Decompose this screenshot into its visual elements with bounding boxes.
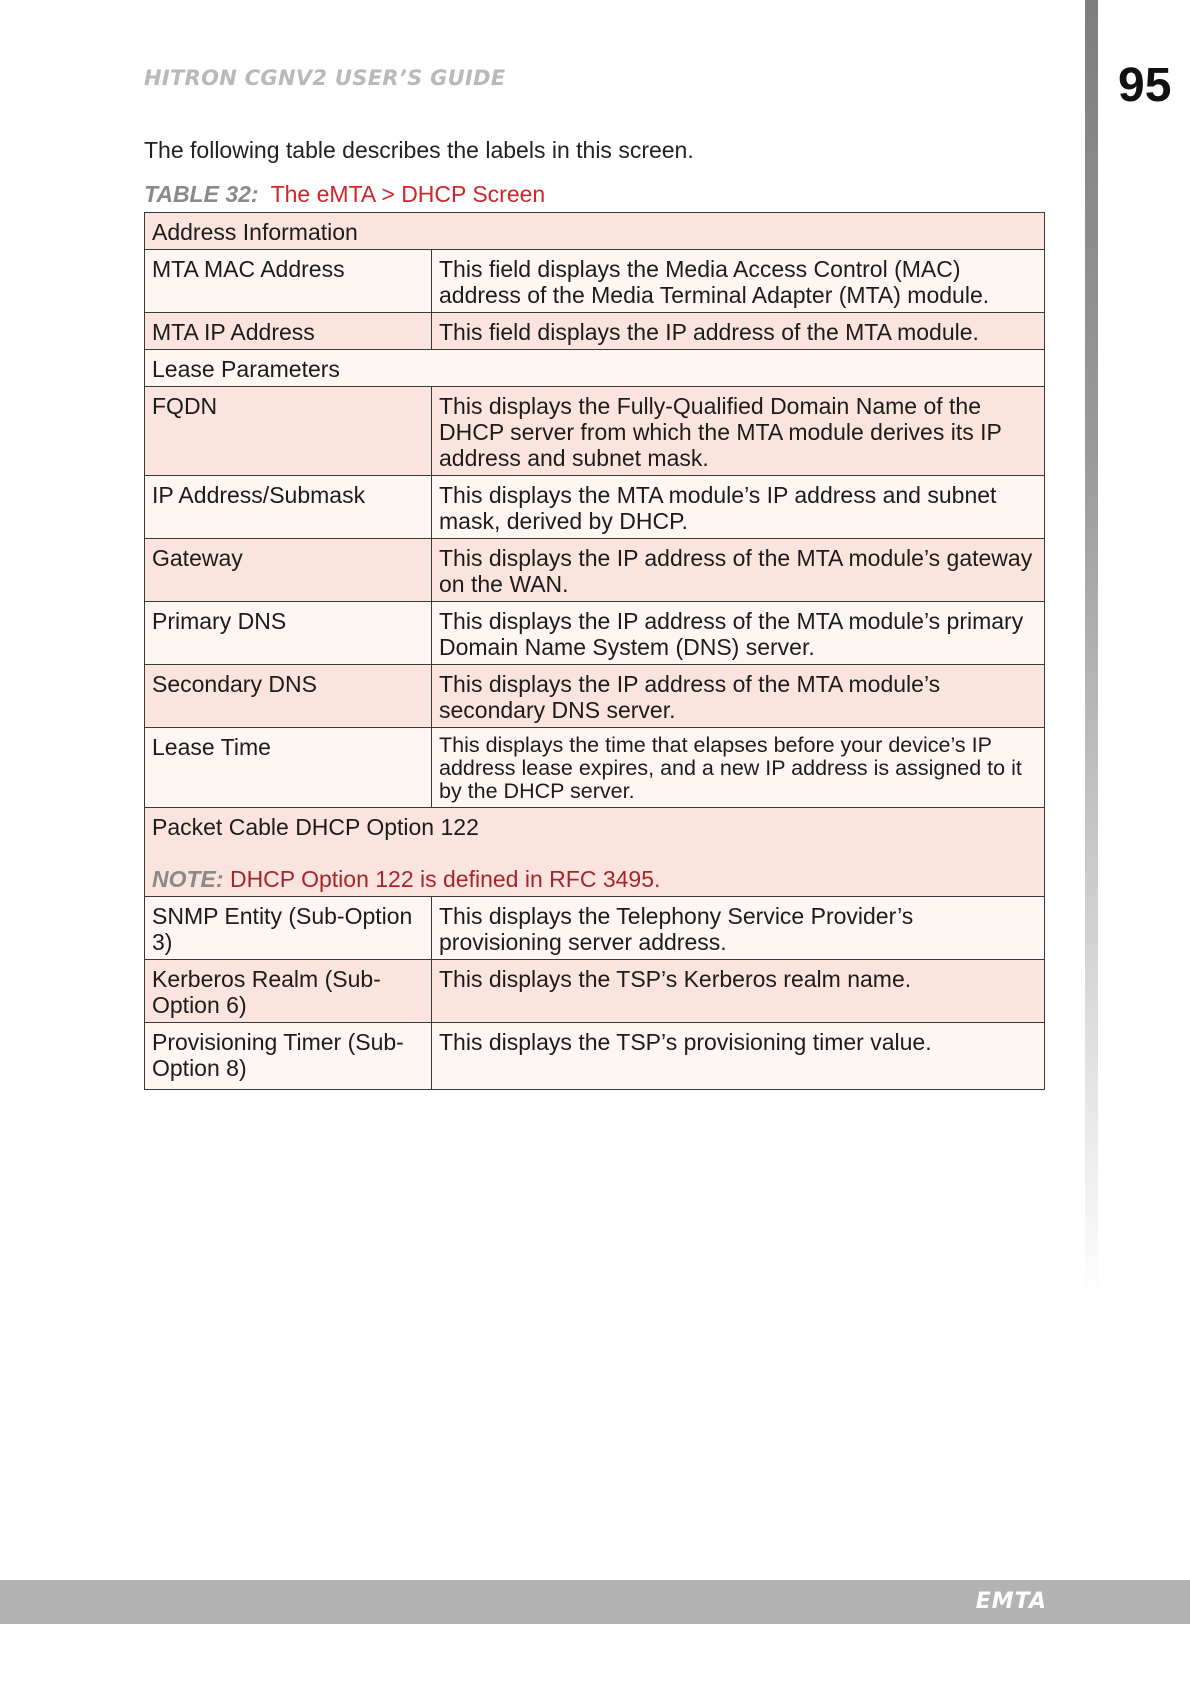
table-row [145, 665, 1045, 728]
table-caption-label: TABLE 32: [144, 181, 259, 207]
intro-paragraph: The following table describes the labels in this screen. [144, 137, 694, 163]
table-caption [144, 181, 545, 208]
field-label: Secondary DNS [145, 665, 432, 728]
table-row [145, 602, 1045, 665]
field-label: Provisioning Timer (Sub-Option 8) [145, 1023, 432, 1090]
field-label: Lease Time [145, 728, 432, 808]
note-text: DHCP Option 122 is defined in RFC 3495. [229, 866, 661, 892]
table-row [145, 960, 1045, 1023]
field-description: This displays the TSP’s Kerberos realm name. [432, 960, 1045, 1023]
table-row [145, 728, 1045, 808]
footer-bar [0, 1580, 1190, 1624]
field-description: This displays the MTA module’s IP address and subnet mask, derived by DHCP. [432, 476, 1045, 539]
field-description: This displays the IP address of the MTA module’s gateway on the WAN. [432, 539, 1045, 602]
field-description: This field displays the IP address of the MTA module. [432, 313, 1045, 350]
table-caption-title: The eMTA > DHCP Screen [270, 181, 546, 207]
field-label: Gateway [145, 539, 432, 602]
table-row [145, 1023, 1045, 1090]
note [152, 866, 1037, 892]
field-description: This displays the Telephony Service Provider’s provisioning server address. [432, 897, 1045, 960]
section-heading-option122 [145, 808, 1045, 897]
field-label: Primary DNS [145, 602, 432, 665]
table-row [145, 250, 1045, 313]
field-label: SNMP Entity (Sub-Option 3) [145, 897, 432, 960]
field-label: IP Address/Submask [145, 476, 432, 539]
field-description: This displays the IP address of the MTA module’s secondary DNS server. [432, 665, 1045, 728]
field-description: This displays the IP address of the MTA module’s primary Domain Name System (DNS) server. [432, 602, 1045, 665]
field-description: This displays the Fully-Qualified Domain Name of the DHCP server from which the MTA module derives its IP address and subnet mask. [432, 387, 1045, 476]
field-label: MTA MAC Address [145, 250, 432, 313]
table-row [145, 387, 1045, 476]
description-table [144, 212, 1045, 1090]
table-row [145, 897, 1045, 960]
section-row [145, 808, 1045, 897]
field-label: Kerberos Realm (Sub-Option 6) [145, 960, 432, 1023]
field-label: FQDN [145, 387, 432, 476]
section-heading-lease: Lease Parameters [145, 350, 1045, 387]
section-heading-address: Address Information [145, 213, 1045, 250]
section-heading-text: Packet Cable DHCP Option 122 [152, 814, 479, 840]
table-row [145, 313, 1045, 350]
table-row [145, 476, 1045, 539]
field-description: This displays the time that elapses before your device’s IP address lease expires, and a new IP address is assigned to it by the DHCP server. [432, 728, 1045, 808]
section-row [145, 213, 1045, 250]
page-edge-bar [1085, 0, 1098, 1300]
field-description: This displays the TSP’s provisioning timer value. [432, 1023, 1045, 1090]
section-row [145, 350, 1045, 387]
footer-section-label: EMTA [975, 1589, 1047, 1614]
running-header: HITRON CGNV2 USER’S GUIDE [144, 66, 506, 90]
field-label: MTA IP Address [145, 313, 432, 350]
page-number: 95 [1118, 59, 1172, 112]
field-description: This field displays the Media Access Control (MAC) address of the Media Terminal Adapter (MTA) module. [432, 250, 1045, 313]
note-label: NOTE: [152, 866, 224, 892]
table-row [145, 539, 1045, 602]
